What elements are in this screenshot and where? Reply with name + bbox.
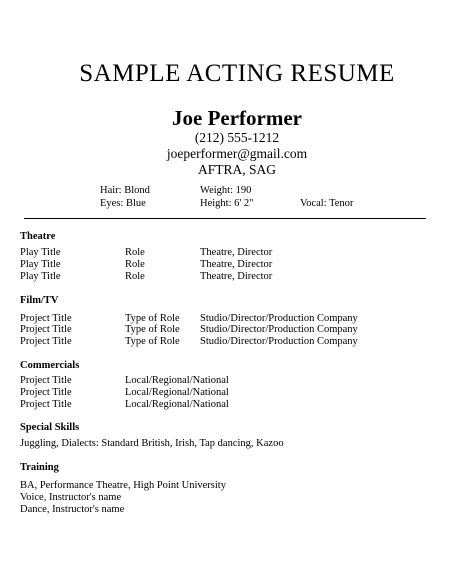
performer-name: Joe Performer (172, 106, 302, 130)
theatre-row-detail: Theatre, Director (200, 271, 273, 282)
header-divider (24, 218, 426, 219)
union-affiliations: AFTRA, SAG (197, 162, 276, 177)
theatre-row-title: Play Title (20, 271, 61, 282)
film-row-title: Project Title (20, 324, 72, 335)
theatre-row-detail: Theatre, Director (200, 247, 273, 258)
commercial-row-title: Project Title (20, 387, 72, 398)
section-heading-theatre: Theatre (20, 231, 56, 242)
theatre-row-role: Role (125, 271, 145, 282)
film-row-detail: Studio/Director/Production Company (200, 313, 358, 324)
training-line: Dance, Instructor's name (20, 504, 125, 515)
special-skills-text: Juggling, Dialects: Standard British, Irish, Tap dancing, Kazoo (20, 438, 284, 449)
film-row-role: Type of Role (125, 324, 180, 335)
stat-height: Height: 6' 2" (200, 198, 254, 209)
film-row-title: Project Title (20, 313, 72, 324)
commercial-row-market: Local/Regional/National (125, 375, 229, 386)
theatre-row-role: Role (125, 259, 145, 270)
film-row-detail: Studio/Director/Production Company (200, 336, 358, 347)
training-line: Voice, Instructor's name (20, 492, 122, 503)
stat-vocal: Vocal: Tenor (300, 198, 354, 209)
email-address: joeperformer@gmail.com (166, 146, 308, 161)
commercial-row-market: Local/Regional/National (125, 387, 229, 398)
film-row-role: Type of Role (125, 313, 180, 324)
stat-eyes: Eyes: Blue (100, 198, 146, 209)
commercial-row-title: Project Title (20, 375, 72, 386)
film-row-role: Type of Role (125, 336, 180, 347)
phone-number: (212) 555-1212 (194, 130, 280, 145)
section-heading-special-skills: Special Skills (20, 422, 80, 433)
commercial-row-title: Project Title (20, 399, 72, 410)
training-line: BA, Performance Theatre, High Point University (20, 480, 226, 491)
stat-hair: Hair: Blond (100, 185, 150, 196)
section-heading-film-tv: Film/TV (20, 295, 59, 306)
section-heading-commercials: Commercials (20, 360, 80, 371)
film-row-title: Project Title (20, 336, 72, 347)
document-title: SAMPLE ACTING RESUME (79, 60, 395, 87)
stat-weight: Weight: 190 (200, 185, 252, 196)
commercial-row-market: Local/Regional/National (125, 399, 229, 410)
theatre-row-detail: Theatre, Director (200, 259, 273, 270)
theatre-row-title: Play Title (20, 259, 61, 270)
film-row-detail: Studio/Director/Production Company (200, 324, 358, 335)
section-heading-training: Training (20, 462, 59, 473)
theatre-row-title: Play Title (20, 247, 61, 258)
theatre-row-role: Role (125, 247, 145, 258)
